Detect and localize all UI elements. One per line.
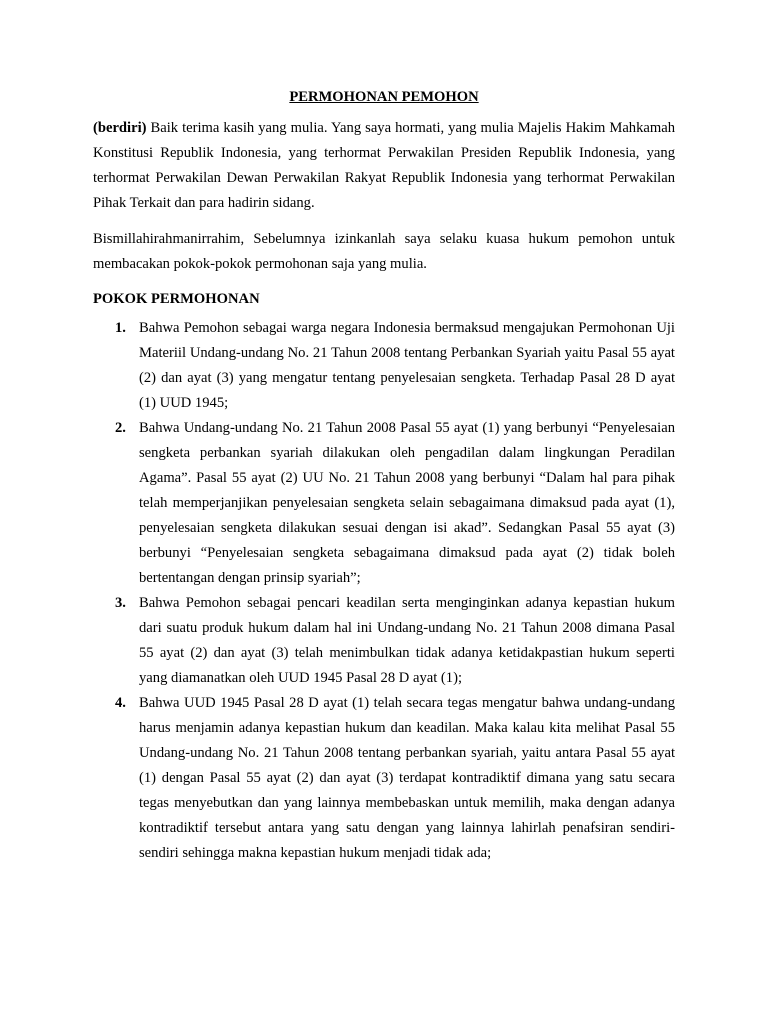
list-item <box>93 691 675 866</box>
list-item <box>93 591 675 691</box>
intro-text: Baik terima kasih yang mulia. Yang saya hormati, yang mulia Majelis Hakim Mahkamah Konstitusi Republik Indonesia, yang terhormat Perwakilan Presiden Republik Indonesia, yang terhormat Perwakilan Dewan Perwakilan Rakyat Republik Indonesia yang terhormat Perwakilan Pihak Terkait dan para hadirin sidang. <box>93 120 675 211</box>
document-page <box>93 86 675 866</box>
list-item-number: 4. <box>115 695 126 711</box>
points-list <box>93 316 675 866</box>
list-item-text: Bahwa Pemohon sebagai pencari keadilan serta menginginkan adanya kepastian hukum dari suatu produk hukum dalam hal ini Undang-undang No. 21 Tahun 2008 dimana Pasal 55 ayat (2) dan ayat (3) telah menimbulkan tidak adanya ketidakpastian hukum seperti yang diamanatkan oleh UUD 1945 Pasal 28 D ayat (1); <box>139 595 675 686</box>
intro-paragraph <box>93 116 675 216</box>
list-item-number: 1. <box>115 320 126 336</box>
list-item-number: 2. <box>115 420 126 436</box>
document-title: PERMOHONAN PEMOHON <box>289 89 479 105</box>
list-item-number: 3. <box>115 595 126 611</box>
list-item-text: Bahwa Pemohon sebagai warga negara Indonesia bermaksud mengajukan Permohonan Uji Materiil Undang-undang No. 21 Tahun 2008 tentang Perbankan Syariah yaitu Pasal 55 ayat (2) dan ayat (3) yang mengatur tentang penyelesaian sengketa. Terhadap Pasal 28 D ayat (1) UUD 1945; <box>139 320 675 411</box>
list-item-text: Bahwa UUD 1945 Pasal 28 D ayat (1) telah secara tegas mengatur bahwa undang-undang harus menjamin adanya kepastian hukum dan keadilan. Maka kalau kita melihat Pasal 55 Undang-undang No. 21 Tahun 2008 tentang perbankan syariah, yaitu antara Pasal 55 ayat (1) dengan Pasal 55 ayat (2) dan ayat (3) terdapat kontradiktif dimana yang satu secara tegas menyebutkan dan yang lainnya membebaskan untuk memilih, maka dengan adanya kontradiktif tersebut antara yang satu dengan yang lainnya lahirlah penafsiran sendiri-sendiri sehingga makna kepastian hukum menjadi tidak ada; <box>139 695 675 861</box>
list-item-text: Bahwa Undang-undang No. 21 Tahun 2008 Pasal 55 ayat (1) yang berbunyi “Penyelesaian sengketa perbankan syariah dilakukan oleh pengadilan dalam lingkungan Peradilan Agama”. Pasal 55 ayat (2) UU No. 21 Tahun 2008 yang berbunyi “Dalam hal para pihak telah memperjanjikan penyelesaian sengketa selain sebagaimana dimaksud pada ayat (1), penyelesaian sengketa dilakukan sesuai dengan isi akad”. Sedangkan Pasal 55 ayat (3) berbunyi “Penyelesaian sengketa sebagaimana dimaksud pada ayat (2) tidak boleh bertentangan dengan prinsip syariah”; <box>139 420 675 586</box>
intro-lead: (berdiri) <box>93 120 147 136</box>
section-heading: POKOK PERMOHONAN <box>93 291 260 307</box>
list-item <box>93 416 675 591</box>
list-item <box>93 316 675 416</box>
opening-paragraph: Bismillahirahmanirrahim, Sebelumnya izinkanlah saya selaku kuasa hukum pemohon untuk membacakan pokok-pokok permohonan saja yang mulia. <box>93 231 675 272</box>
